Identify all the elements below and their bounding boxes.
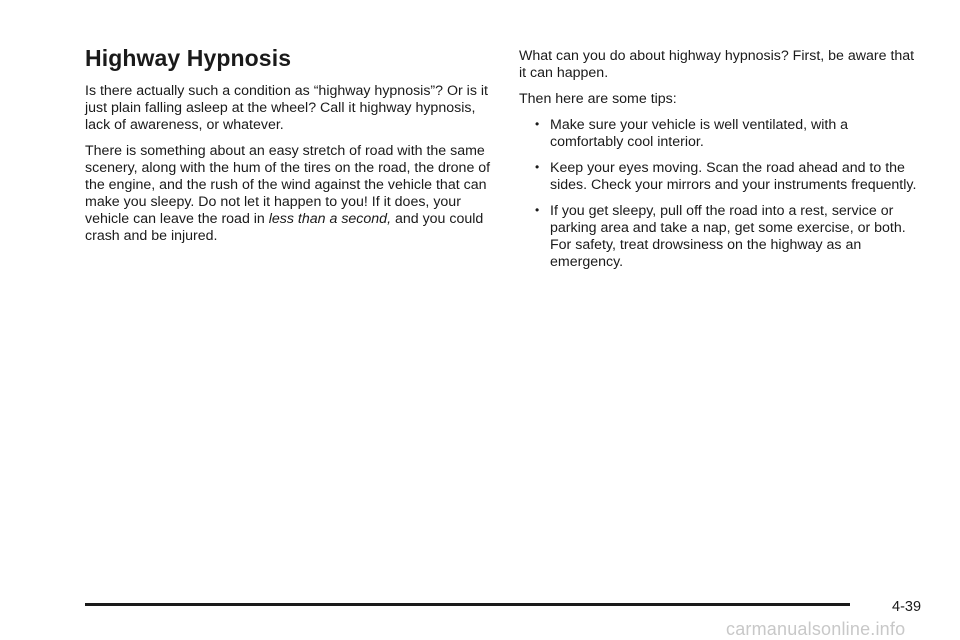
- warning-text-start: There is something about an easy stretch of road with the same scenery, along with the hum of the tires on the road, the drone of the engine, and the rush of the wind against the vehicle that can make you sleepy. Do not let it happen to you! If it does, your vehicle can leave the road in: [85, 143, 491, 227]
- warning-emphasis: less than a second,: [268, 211, 392, 227]
- footer-rule: [85, 603, 850, 606]
- list-item: [519, 160, 919, 194]
- page-number: 4-39: [892, 599, 922, 615]
- tip-text: If you get sleepy, pull off the road into a rest, service or parking area and take a nap, get some exercise, or both. For safety, treat drowsiness on the highway as an emergency.: [550, 203, 906, 270]
- intro-paragraph: Is there actually such a condition as “highway hypnosis”? Or is it just plain falling asleep at the wheel? Call it highway hypnosis, lack of awareness, or whatever.: [85, 83, 488, 133]
- tip-text: Make sure your vehicle is well ventilated, with a comfortably cool interior.: [550, 117, 849, 150]
- bullet-icon: •: [535, 117, 540, 131]
- tips-list: [519, 117, 919, 271]
- bullet-icon: •: [535, 160, 540, 174]
- watermark: carmanualsonline.info: [726, 619, 906, 639]
- bullet-icon: •: [535, 203, 540, 217]
- tip-text: Keep your eyes moving. Scan the road ahead and to the sides. Check your mirrors and your instruments frequently.: [550, 160, 917, 193]
- section-title: Highway Hypnosis: [85, 45, 292, 71]
- warning-text-end: and you could crash and be injured.: [85, 211, 484, 244]
- list-item: [519, 117, 919, 151]
- warning-paragraph: [85, 143, 495, 245]
- question-paragraph: What can you do about highway hypnosis? First, be aware that it can happen.: [519, 48, 915, 81]
- list-item: [519, 203, 919, 271]
- right-column: [519, 48, 919, 280]
- left-column: [85, 44, 495, 254]
- tips-intro: Then here are some tips:: [519, 91, 677, 107]
